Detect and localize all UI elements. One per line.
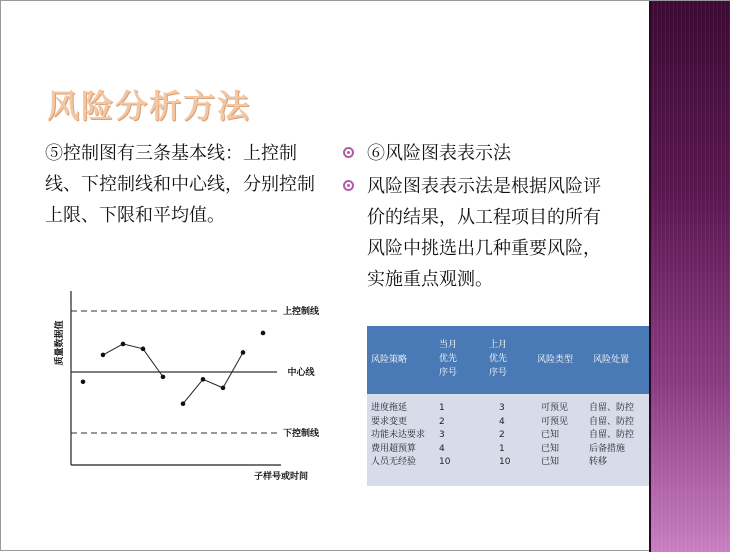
table-cell: 1	[499, 443, 505, 454]
data-point	[201, 377, 206, 382]
bullet-item	[341, 171, 611, 295]
table-cell: 已知	[541, 443, 560, 454]
table-row	[367, 456, 649, 468]
table-cell: 人员无经验	[371, 457, 417, 467]
header-cell: 当月 优先 序号	[439, 340, 458, 378]
bullet-text: ⑥风险图表表示法	[367, 143, 511, 164]
table-header	[367, 326, 649, 394]
control-chart-description: ⑤控制图有三条基本线：上控制线、下控制线和中心线，分别控制上限、下限和平均值。	[45, 143, 315, 226]
data-point	[141, 347, 146, 352]
data-point	[121, 342, 126, 347]
data-point	[221, 386, 226, 391]
data-point	[81, 379, 86, 384]
table-cell: 已知	[541, 457, 560, 467]
risk-table	[367, 326, 649, 486]
data-point	[101, 353, 106, 358]
reference-line-label: 上控制线	[282, 307, 320, 317]
table-cell: 4	[499, 416, 505, 427]
table-cell: 自留、防控	[589, 416, 635, 427]
side-band-divider	[649, 1, 651, 552]
table-row	[367, 416, 649, 428]
y-axis-label: 质量数据值	[55, 320, 65, 366]
table-cell: 已知	[541, 430, 560, 440]
table-cell: 10	[439, 457, 451, 467]
bullet-item	[341, 138, 611, 169]
series-line	[183, 379, 203, 403]
slide-title: 风险分析方法	[47, 87, 252, 125]
data-point	[181, 401, 186, 406]
bullet-circle-icon	[343, 180, 354, 191]
table-cell: 2	[439, 416, 445, 427]
table-cell: 转移	[589, 457, 608, 467]
bullet-list	[341, 138, 611, 297]
table-cell: 2	[499, 430, 505, 440]
series-line	[203, 379, 223, 388]
header-cell: 风险处置	[593, 355, 630, 365]
data-point	[241, 350, 246, 355]
table-cell: 自留、防控	[589, 403, 635, 413]
reference-line-label: 中心线	[287, 368, 315, 378]
table-cell: 10	[499, 457, 511, 467]
table-cell: 3	[499, 403, 505, 413]
bullet-text: 风险图表表示法是根据风险评价的结果，从工程项目的所有风险中挑选出几种重要风险，实施重点观测。	[367, 176, 601, 290]
table-row	[367, 443, 649, 455]
x-axis-label: 子样号或时间	[253, 472, 309, 482]
table-cell: 4	[439, 443, 445, 454]
series-line	[103, 344, 123, 355]
reference-line-label: 下控制线	[282, 429, 320, 439]
header-cell: 风险策略	[371, 355, 408, 365]
table-cell: 1	[439, 403, 445, 413]
header-cell: 上月 优先 序号	[489, 340, 508, 378]
table-cell: 可预见	[541, 416, 569, 427]
decorative-side-band	[649, 1, 730, 552]
series-line	[143, 349, 163, 377]
table-cell: 后备措施	[589, 443, 626, 454]
table-row	[367, 429, 649, 441]
series-line	[123, 344, 143, 349]
table-cell: 自留、防控	[589, 430, 635, 440]
table-row	[367, 402, 649, 414]
bullet-circle-icon	[343, 147, 354, 158]
data-point	[261, 331, 266, 336]
data-point	[161, 375, 166, 380]
table-cell: 要求变更	[371, 416, 408, 427]
table-cell: 可预见	[541, 403, 569, 413]
table-cell: 功能未达要求	[371, 430, 426, 440]
series-line	[223, 352, 243, 387]
control-chart	[49, 281, 339, 491]
header-cell: 风险类型	[537, 355, 574, 365]
table-cell: 费用超预算	[371, 443, 417, 454]
table-cell: 进度拖延	[371, 403, 408, 413]
table-cell: 3	[439, 430, 445, 440]
